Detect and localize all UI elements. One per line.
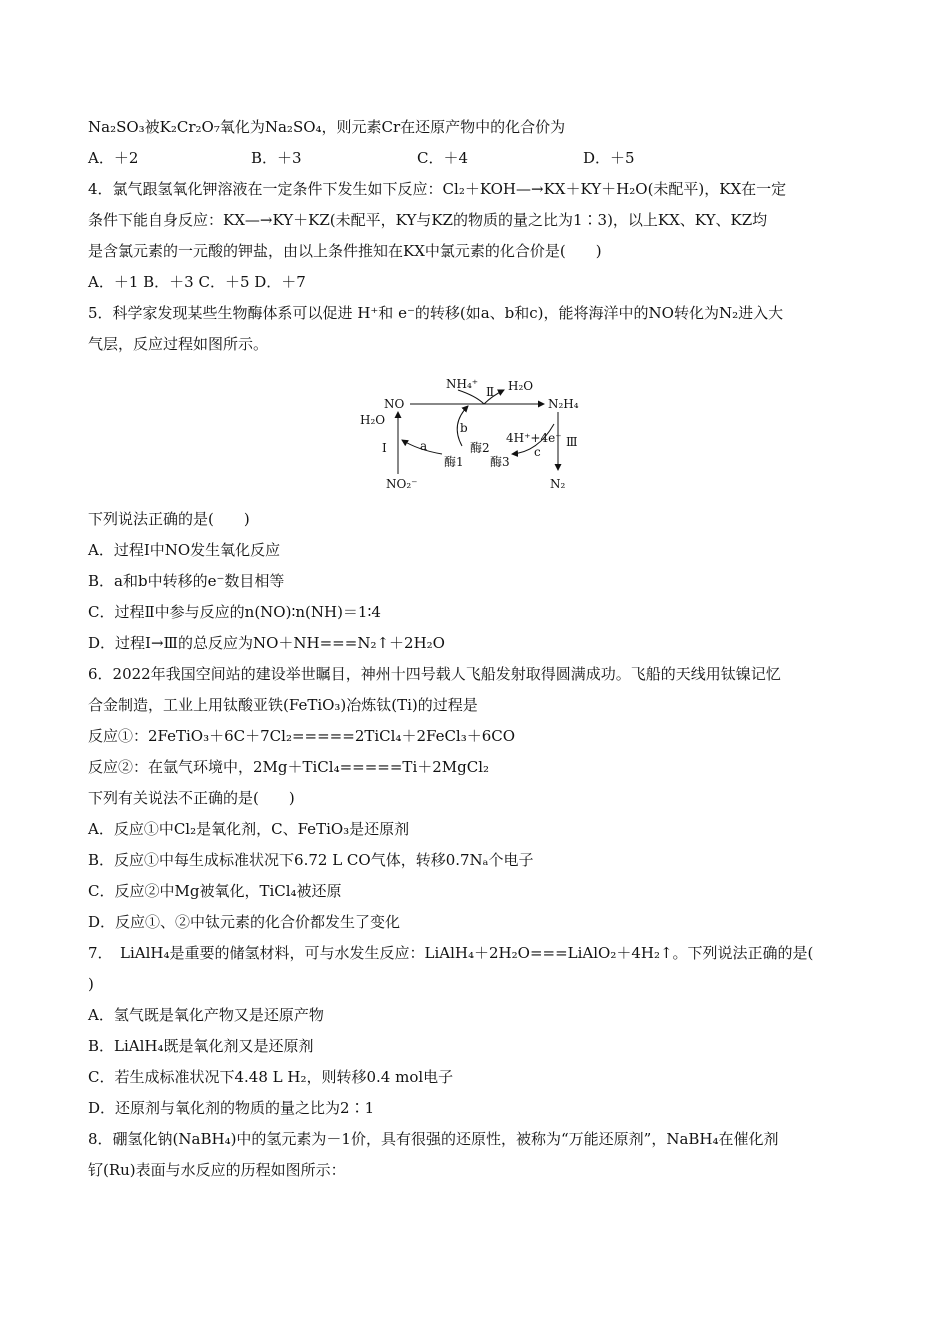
q4-line-1: 4．氯气跟氢氧化钾溶液在一定条件下发生如下反应：Cl₂＋KOH—→KX＋KY＋H₂O(未配平)，KX在一定 xyxy=(88,180,787,198)
label-enzyme-1: 酶1 xyxy=(444,455,464,469)
q5-option-c: C．过程Ⅱ中参与反应的n(NO)∶n(NH)＝1∶4 xyxy=(88,603,381,621)
q3-options xyxy=(88,143,864,174)
q7-line-1: 7． LiAlH₄是重要的储氢材料，可与水发生反应：LiAlH₄＋2H₂O===LiAlO₂＋4H₂↑。下列说法正确的是( xyxy=(88,944,814,962)
q6-option-d: D．反应①、②中钛元素的化合价都发生了变化 xyxy=(88,913,401,931)
q5-option-b: B．a和b中转移的e⁻数目相等 xyxy=(88,572,285,590)
label-a: a xyxy=(420,439,428,453)
q6-line-2: 合金制造，工业上用钛酸亚铁(FeTiO₃)冶炼钛(Ti)的过程是 xyxy=(88,696,478,714)
label-n2: N₂ xyxy=(550,477,566,491)
q8-line-1: 8．硼氢化钠(NaBH₄)中的氢元素为－1价，具有很强的还原性，被称为“万能还原剂”，NaBH₄在催化剂 xyxy=(88,1130,779,1148)
q7-option-b: B．LiAlH₄既是氧化剂又是还原剂 xyxy=(88,1037,314,1055)
q5-question: 下列说法正确的是( ) xyxy=(88,510,250,528)
q4-line-2: 条件下能自身反应：KX—→KY＋KZ(未配平，KY与KZ的物质的量之比为1∶3)，以上KX、KY、KZ均 xyxy=(88,211,768,229)
label-roman-1: Ⅰ xyxy=(382,441,387,455)
label-n2h4: N₂H₄ xyxy=(548,397,579,411)
label-nh4: NH₄⁺ xyxy=(446,377,479,391)
q6-option-b: B．反应①中每生成标准状况下6.72 L CO气体，转移0.7Nₐ个电子 xyxy=(88,851,534,869)
label-c: c xyxy=(534,445,541,459)
q5-line-2: 气层，反应过程如图所示。 xyxy=(88,335,269,353)
q7-option-a: A．氢气既是氧化产物又是还原产物 xyxy=(88,1006,324,1024)
nitrogen-cycle-diagram xyxy=(358,366,598,491)
q5-option-d: D．过程Ⅰ→Ⅲ的总反应为NO＋NH===N₂↑＋2H₂O xyxy=(88,634,445,652)
document-page xyxy=(88,112,864,1186)
q4-line-3: 是含氯元素的一元酸的钾盐，由以上条件推知在KX中氯元素的化合价是( ) xyxy=(88,242,602,260)
q3-option-c: C．＋4 xyxy=(417,149,469,167)
label-no2: NO₂⁻ xyxy=(386,477,418,491)
q3-option-b: B．＋3 xyxy=(251,149,302,167)
q6-option-c: C．反应②中Mg被氧化，TiCl₄被还原 xyxy=(88,882,342,900)
q6-question: 下列有关说法不正确的是( ) xyxy=(88,789,295,807)
q7-option-d: D．还原剂与氧化剂的物质的量之比为2∶1 xyxy=(88,1099,375,1117)
label-roman-2: Ⅱ xyxy=(486,385,495,399)
label-h-e: 4H⁺+4e⁻ xyxy=(506,431,562,445)
q6-line-1: 6．2022年我国空间站的建设举世瞩目，神州十四号载人飞船发射取得圆满成功。飞船的天线用钛镍记忆 xyxy=(88,665,781,683)
label-roman-3: Ⅲ xyxy=(566,435,578,449)
q3-option-a: A．＋2 xyxy=(88,149,139,167)
q8-line-2: 钌(Ru)表面与水反应的历程如图所示： xyxy=(88,1161,346,1179)
q6-option-a: A．反应①中Cl₂是氧化剂，C、FeTiO₃是还原剂 xyxy=(88,820,410,838)
q6-reaction-2: 反应②：在氩气环境中，2Mg＋TiCl₄=====Ti＋2MgCl₂ xyxy=(88,758,490,776)
q3-option-d: D．＋5 xyxy=(583,149,635,167)
q3-stem: Na₂SO₃被K₂Cr₂O₇氧化为Na₂SO₄，则元素Cr在还原产物中的化合价为 xyxy=(88,118,566,136)
label-h2o-top: H₂O xyxy=(508,379,534,393)
label-enzyme-2: 酶2 xyxy=(470,441,490,455)
label-h2o-left: H₂O xyxy=(360,413,386,427)
label-enzyme-3: 酶3 xyxy=(490,455,510,469)
q5-option-a: A．过程Ⅰ中NO发生氧化反应 xyxy=(88,541,281,559)
q7-option-c: C．若生成标准状况下4.48 L H₂，则转移0.4 mol电子 xyxy=(88,1068,454,1086)
label-b: b xyxy=(460,421,468,435)
q4-options: A．＋1 B．＋3 C．＋5 D．＋7 xyxy=(88,273,306,291)
reaction-diagram xyxy=(88,366,864,496)
curve-nh4 xyxy=(458,390,484,404)
q5-line-1: 5．科学家发现某些生物酶体系可以促进 H⁺和 e⁻的转移(如a、b和c)，能将海洋中的NO转化为N₂进入大 xyxy=(88,304,784,322)
label-no: NO xyxy=(384,397,405,411)
q6-reaction-1: 反应①：2FeTiO₃＋6C＋7Cl₂=====2TiCl₄＋2FeCl₃＋6CO xyxy=(88,727,516,745)
q7-line-2: ) xyxy=(88,975,94,993)
